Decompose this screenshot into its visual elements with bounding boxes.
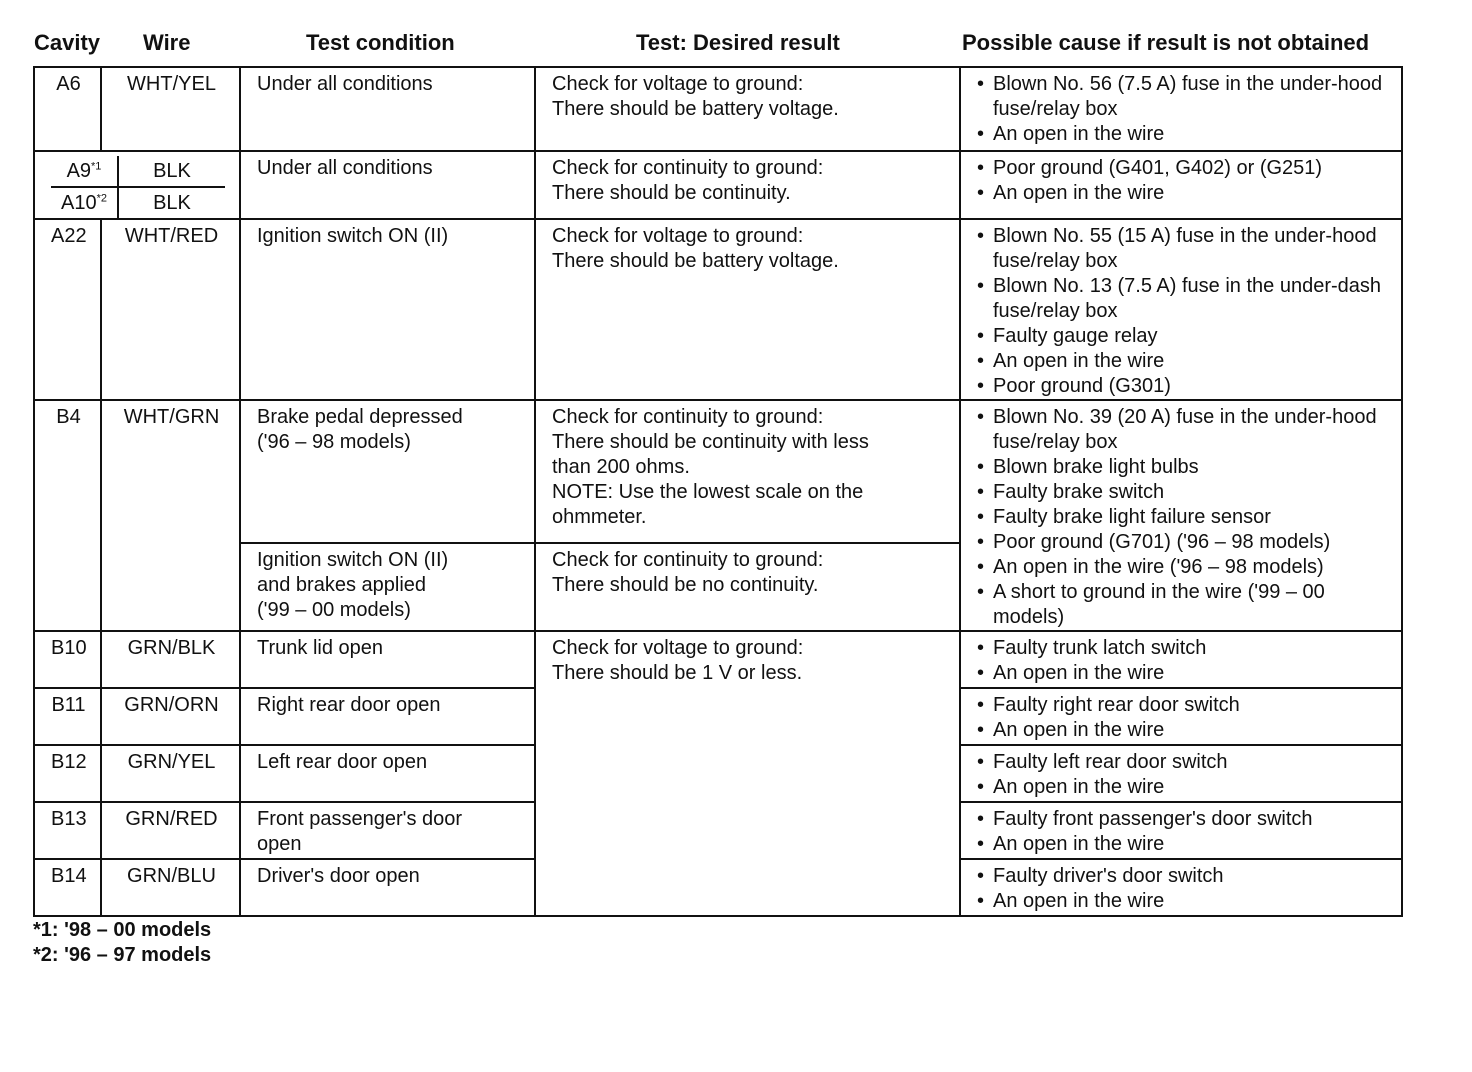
result-cell: [535, 400, 960, 543]
cause-item: • An open in the wire: [977, 181, 1387, 206]
cause-cell: [960, 688, 1402, 745]
wire-cell: WHT/YEL: [101, 67, 240, 151]
text-line: Left rear door open: [257, 751, 428, 773]
text-line: Under all conditions: [257, 73, 433, 95]
text-line: There should be battery voltage.: [552, 250, 839, 272]
footnote-mark: *2: [96, 191, 107, 204]
cavity-wire-split-cell: [34, 151, 240, 219]
result-cell: [535, 631, 960, 916]
cavity-cell: [51, 156, 118, 187]
text-line: There should be continuity.: [552, 182, 791, 204]
wire-cell: BLK: [118, 187, 225, 218]
cavity-value: A10: [61, 191, 97, 214]
condition-cell: [240, 745, 535, 802]
cause-item: • Faulty gauge relay: [977, 324, 1387, 349]
text-line: Ignition switch ON (II): [257, 225, 449, 247]
text-line: Check for continuity to ground:: [552, 548, 824, 571]
footnote-mark: *1: [91, 159, 102, 172]
text-line: Driver's door open: [257, 865, 420, 887]
condition-cell: [240, 151, 535, 219]
cause-cell: [960, 631, 1402, 688]
subrow-a10: [51, 187, 225, 218]
wire-cell: WHT/GRN: [101, 400, 240, 631]
cause-cell: [960, 859, 1402, 916]
cause-item: • Blown No. 39 (20 A) fuse in the under-hood fuse/relay box: [977, 405, 1387, 455]
header-possible-cause: Possible cause if result is not obtained: [962, 30, 1370, 55]
condition-cell: [240, 859, 535, 916]
header-wire: Wire: [143, 30, 191, 55]
cause-item: • Blown No. 13 (7.5 A) fuse in the under-dash fuse/relay box: [977, 274, 1387, 324]
cavity-cell: B4: [34, 400, 101, 631]
result-cell: [535, 151, 960, 219]
wire-cell: GRN/YEL: [101, 745, 240, 802]
cavity-cell: B13: [34, 802, 101, 859]
text-line: There should be no continuity.: [552, 573, 819, 596]
text-line: Front passenger's door: [257, 808, 463, 830]
subrow-a9: [51, 156, 225, 187]
condition-cell: [240, 219, 535, 400]
cavity-cell: B14: [34, 859, 101, 916]
cause-item: • Poor ground (G301): [977, 374, 1387, 399]
text-line: ohmmeter.: [552, 506, 647, 528]
text-line: Check for voltage to ground:: [552, 73, 804, 95]
cavity-cell: B10: [34, 631, 101, 688]
table-row-a22: [34, 219, 1402, 400]
wire-cell: GRN/RED: [101, 802, 240, 859]
cause-item: • An open in the wire: [977, 775, 1387, 800]
text-line: Right rear door open: [257, 694, 441, 716]
wire-cell: GRN/BLK: [101, 631, 240, 688]
troubleshooting-table: [33, 66, 1403, 917]
cause-cell: [960, 400, 1402, 631]
cause-item: • Faulty right rear door switch: [977, 693, 1387, 718]
cause-cell: [960, 219, 1402, 400]
cavity-cell: [51, 187, 118, 218]
condition-cell: [240, 802, 535, 859]
cause-item: • An open in the wire: [977, 349, 1387, 374]
header-cavity: Cavity: [34, 30, 101, 55]
header-test-condition: Test condition: [306, 30, 455, 55]
cause-item: • Faulty brake switch: [977, 480, 1387, 505]
cause-item: • Poor ground (G401, G402) or (G251): [977, 156, 1387, 181]
cavity-value: A9: [66, 159, 92, 182]
cause-cell: [960, 745, 1402, 802]
condition-cell: [240, 543, 535, 631]
cause-item: • Faulty brake light failure sensor: [977, 505, 1387, 530]
text-line: ('96 – 98 models): [257, 431, 411, 453]
text-line: than 200 ohms.: [552, 456, 690, 478]
text-line: Trunk lid open: [257, 637, 383, 659]
wire-cell: BLK: [153, 159, 191, 182]
cause-item: • Poor ground (G701) ('96 – 98 models): [977, 530, 1387, 555]
cause-cell: [960, 151, 1402, 219]
cause-item: • An open in the wire ('96 – 98 models): [977, 555, 1387, 580]
text-line: ('99 – 00 models): [257, 598, 411, 621]
cause-item: • A short to ground in the wire ('99 – 00 models): [977, 580, 1387, 630]
cause-cell: [960, 802, 1402, 859]
text-line: NOTE: Use the lowest scale on the: [552, 481, 864, 503]
text-line: There should be battery voltage.: [552, 98, 839, 120]
table-row-b10: [34, 631, 1402, 688]
cause-item: • Blown brake light bulbs: [977, 455, 1387, 480]
text-line: Check for continuity to ground:: [552, 406, 824, 428]
cavity-cell: A6: [34, 67, 101, 151]
text-line: Check for voltage to ground:: [552, 637, 804, 659]
cavity-cell: B12: [34, 745, 101, 802]
result-cell: [535, 67, 960, 151]
cause-item: • An open in the wire: [977, 832, 1387, 857]
cause-item: • An open in the wire: [977, 122, 1387, 147]
cavity-cell: A22: [34, 219, 101, 400]
table-row-a6: [34, 67, 1402, 151]
result-cell: [535, 543, 960, 631]
text-line: There should be continuity with less: [552, 431, 869, 453]
wire-cell: GRN/ORN: [101, 688, 240, 745]
text-line: Under all conditions: [257, 157, 433, 179]
text-line: Check for continuity to ground:: [552, 157, 824, 179]
cause-item: • Blown No. 56 (7.5 A) fuse in the under-hood fuse/relay box: [977, 72, 1387, 122]
cause-item: • Blown No. 55 (15 A) fuse in the under-hood fuse/relay box: [977, 224, 1387, 274]
condition-cell: [240, 688, 535, 745]
condition-cell: [240, 67, 535, 151]
text-line: Check for voltage to ground:: [552, 225, 804, 247]
text-line: Ignition switch ON (II): [257, 548, 449, 571]
text-line: There should be 1 V or less.: [552, 662, 803, 684]
wire-cell: WHT/RED: [101, 219, 240, 400]
cause-cell: [960, 67, 1402, 151]
condition-cell: [240, 400, 535, 543]
cause-item: • An open in the wire: [977, 718, 1387, 743]
text-line: and brakes applied: [257, 573, 427, 596]
cause-item: • An open in the wire: [977, 661, 1387, 686]
header-desired-result: Test: Desired result: [636, 30, 840, 55]
footnote-2: *2: '96 – 97 models: [33, 944, 212, 966]
cavity-cell: B11: [34, 688, 101, 745]
footnote-1: *1: '98 – 00 models: [33, 919, 212, 941]
table-row-b4-a: [34, 400, 1402, 543]
cause-item: • Faulty driver's door switch: [977, 864, 1387, 889]
cause-item: • Faulty front passenger's door switch: [977, 807, 1387, 832]
cause-item: • Faulty left rear door switch: [977, 750, 1387, 775]
cause-item: • Faulty trunk latch switch: [977, 636, 1387, 661]
text-line: Brake pedal depressed: [257, 406, 463, 428]
split-rows: [51, 156, 225, 218]
table-row-a9-a10: [34, 151, 1402, 219]
text-line: open: [257, 833, 302, 855]
result-cell: [535, 219, 960, 400]
wire-cell: GRN/BLU: [101, 859, 240, 916]
condition-cell: [240, 631, 535, 688]
cause-item: • An open in the wire: [977, 889, 1387, 914]
